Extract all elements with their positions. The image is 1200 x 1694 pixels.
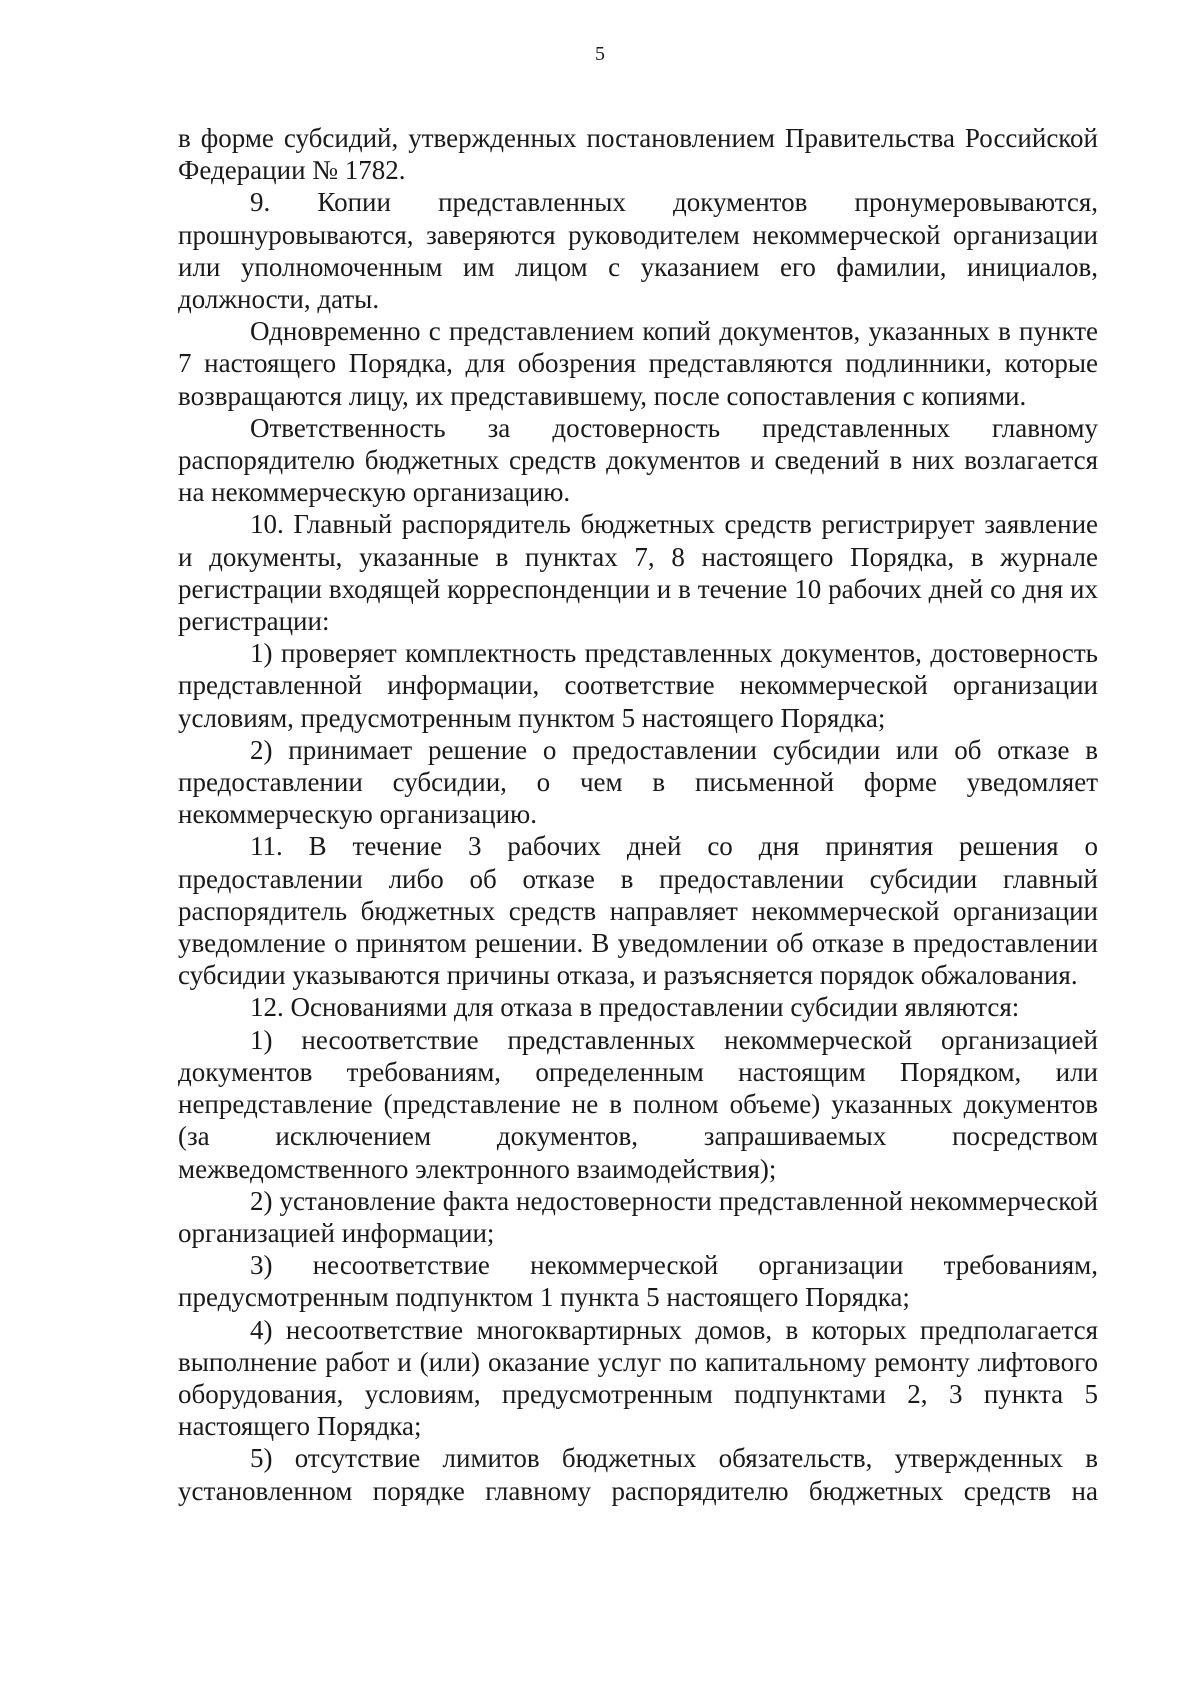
document-body <box>178 122 1098 1507</box>
paragraph-responsibility: Ответственность за достоверность представленных главному распорядителю бюджетных средств документов и сведений в них возлагается на некоммерческую организацию. <box>178 412 1098 508</box>
paragraph-item-12-2: 2) установление факта недостоверности представленной некоммерческой организацией информации; <box>178 1185 1098 1248</box>
paragraph-item-9: 9. Копии представленных документов пронумеровываются, прошнуровываются, заверяются руководителем некоммерческой организации или уполномоченным им лицом с указанием его фамилии, инициалов, должности, даты. <box>178 187 1098 315</box>
paragraph-item-10-1: 1) проверяет комплектность представленных документов, достоверность представленной информации, соответствие некоммерческой организации условиям, предусмотренным пунктом 5 настоящего Порядка; <box>178 638 1098 733</box>
paragraph-originals: Одновременно с представлением копий документов, указанных в пункте 7 настоящего Порядка, для обозрения представляются подлинники, которые возвращаются лицу, их представившему, после сопоставления с копиями. <box>178 316 1098 411</box>
page-number: 5 <box>595 43 605 65</box>
paragraph-item-12-4: 4) несоответствие многоквартирных домов, в которых предполагается выполнение работ и (или) оказание услуг по капитальному ремонту лифтового оборудования, условиям, предусмотренным подпунктами 2, 3 пункта 5 настоящего Порядка; <box>178 1314 1098 1442</box>
paragraph-item-10-2: 2) принимает решение о предоставлении субсидии или об отказе в предоставлении субсидии, о чем в письменной форме уведомляет некоммерческую организацию. <box>178 734 1098 830</box>
paragraph-item-12-5: 5) отсутствие лимитов бюджетных обязательств, утвержденных в установленном порядке главному распорядителю бюджетных средств на <box>178 1443 1098 1506</box>
paragraph-item-12-3: 3) несоответствие некоммерческой организации требованиям, предусмотренным подпунктом 1 пункта 5 настоящего Порядка; <box>178 1250 1098 1313</box>
paragraph-item-12-1: 1) несоответствие представленных некоммерческой организацией документов требованиям, определенным настоящим Порядком, или непредставление (представление не в полном объеме) указанных документов (за исключением документов, запрашиваемых посредством межведомственного электронного взаимодействия); <box>178 1024 1098 1184</box>
paragraph-item-10: 10. Главный распорядитель бюджетных средств регистрирует заявление и документы, указанные в пунктах 7, 8 настоящего Порядка, в журнале регистрации входящей корреспонденции и в течение 10 рабочих дней со дня их регистрации: <box>178 509 1098 637</box>
paragraph-item-11: 11. В течение 3 рабочих дней со дня принятия решения о предоставлении либо об отказе в предоставлении субсидии главный распорядитель бюджетных средств направляет некоммерческой организации уведомление о принятом решении. В уведомлении об отказе в предоставлении субсидии указываются причины отказа, и разъясняется порядок обжалования. <box>178 831 1098 991</box>
paragraph-continuation: в форме субсидий, утвержденных постановлением Правительства Российской Федерации № 1782. <box>178 123 1098 186</box>
paragraph-item-12: 12. Основаниями для отказа в предоставлении субсидии являются: <box>250 992 1020 1023</box>
